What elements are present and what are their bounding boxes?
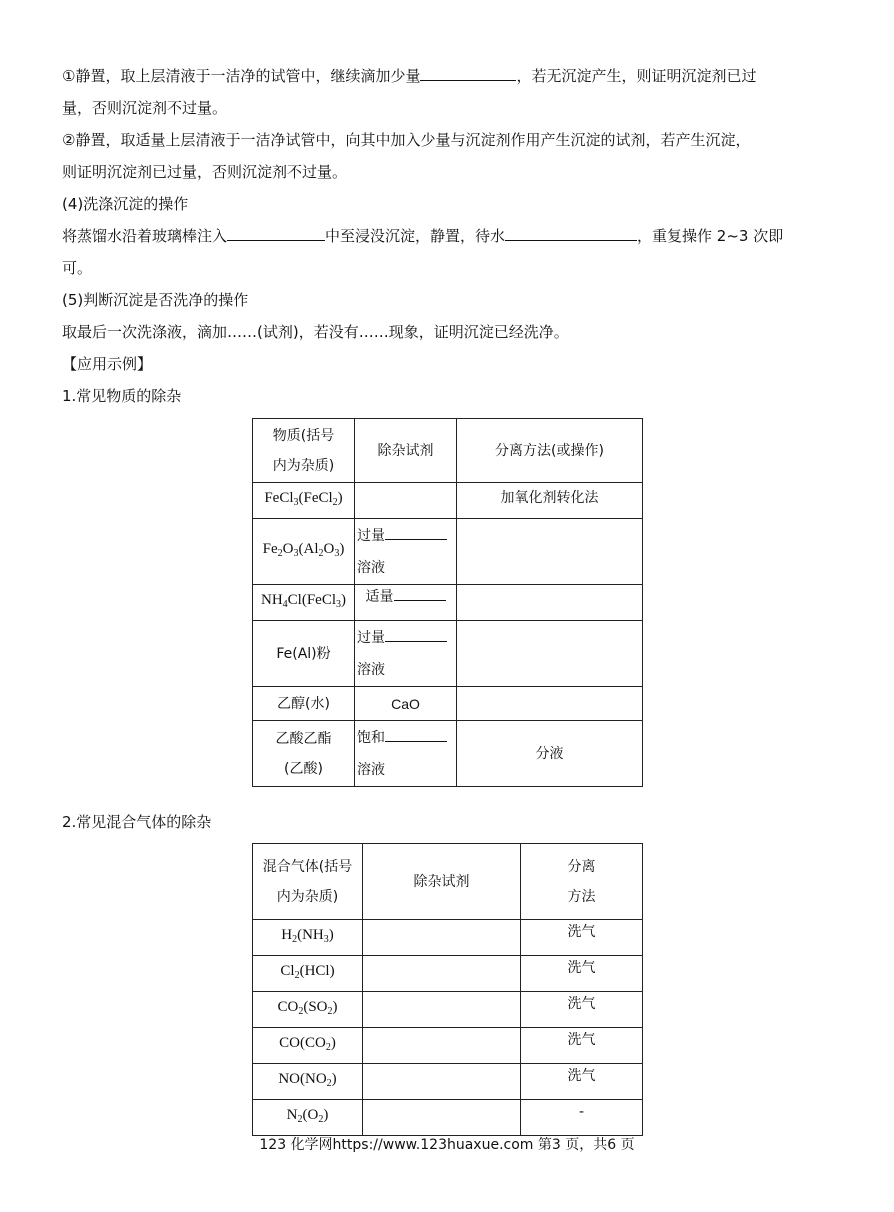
answer-blank[interactable] (505, 222, 637, 241)
answer-blank[interactable] (385, 727, 447, 742)
impurity-removal-table (252, 418, 643, 787)
table-row (253, 956, 643, 992)
header-method-line2: 方法 (567, 888, 596, 905)
gas-impurity-table (252, 843, 643, 1136)
reagent-cell (355, 721, 457, 787)
answer-blank[interactable] (385, 627, 447, 642)
header-method (521, 844, 643, 920)
substance-cell: Fe(Al)粉 (253, 621, 355, 687)
section1-title: 1.常见物质的除杂 (62, 387, 182, 405)
method-cell[interactable] (457, 621, 643, 687)
section-heading-judge: (5)判断沉淀是否洗净的操作 (62, 291, 249, 309)
table-row (253, 621, 643, 687)
method-cell[interactable] (457, 585, 643, 621)
wash-line2: 可。 (62, 259, 93, 277)
table-row (253, 920, 643, 956)
header-method-line1: 分离 (567, 858, 596, 875)
method-cell: 洗气 (521, 992, 643, 1028)
page-footer: 123 化学网https://www.123huaxue.com 第3 页，共6 页 (259, 1137, 635, 1153)
table-row (253, 721, 643, 787)
method-cell: 洗气 (521, 1028, 643, 1064)
reagent-suffix: 溶液 (357, 661, 385, 678)
table-row (253, 1028, 643, 1064)
header-substance-line2: 内为杂质) (272, 457, 335, 474)
gas-cell: $CO_2(SO_2)$ (253, 992, 363, 1028)
reagent-cell (355, 585, 457, 621)
reagent-cell (355, 621, 457, 687)
answer-blank[interactable] (227, 222, 325, 241)
wash-line1 (62, 220, 832, 252)
method-cell: 洗气 (521, 920, 643, 956)
header-gas-line2: 内为杂质) (276, 888, 339, 905)
answer-blank[interactable] (385, 525, 447, 540)
wash-text-post: ，重复操作 2~3 次即 (637, 227, 784, 245)
table-row (253, 992, 643, 1028)
example-heading: 【应用示例】 (62, 355, 153, 373)
substance-cell: $Fe_2O_3(Al_2O_3)$ (253, 519, 355, 585)
header-substance (253, 419, 355, 483)
header-substance-line1: 物质(括号 (272, 427, 335, 444)
header-reagent: 除杂试剂 (363, 844, 521, 920)
method-cell[interactable] (457, 519, 643, 585)
reagent-suffix: 溶液 (357, 559, 385, 576)
substance-line2: (乙酸) (284, 760, 323, 777)
gas-cell: $CO(CO_2)$ (253, 1028, 363, 1064)
method-cell[interactable] (457, 687, 643, 721)
reagent-cell (355, 519, 457, 585)
reagent-cell[interactable] (363, 920, 521, 956)
reagent-line1 (357, 622, 456, 654)
judge-text: 取最后一次洗涤液，滴加……(试剂)，若没有……现象，证明沉淀已经洗净。 (62, 323, 569, 341)
table-header-row (253, 844, 643, 920)
reagent-cell[interactable] (363, 956, 521, 992)
reagent-prefix: 饱和 (357, 729, 385, 746)
para1-line2: 量，否则沉淀剂不过量。 (62, 99, 228, 117)
para1-text-post: ，若无沉淀产生，则证明沉淀剂已过 (516, 67, 757, 85)
reagent-line1 (357, 520, 456, 552)
para2-line2: 则证明沉淀剂已过量，否则沉淀剂不过量。 (62, 163, 348, 181)
answer-blank[interactable] (420, 62, 516, 81)
substance-cell: $NH_4Cl(FeCl_3)$ (253, 585, 355, 621)
table-row (253, 1064, 643, 1100)
reagent-cell[interactable] (355, 483, 457, 519)
reagent-prefix: 过量 (357, 527, 385, 544)
method-cell: 洗气 (521, 956, 643, 992)
method-cell: - (521, 1100, 643, 1136)
reagent-prefix: 过量 (357, 629, 385, 646)
reagent-cell: CaO (355, 687, 457, 721)
table-row (253, 585, 643, 621)
section2-title: 2.常见混合气体的除杂 (62, 813, 212, 831)
header-method: 分离方法(或操作) (457, 419, 643, 483)
wash-text-mid: 中至浸没沉淀，静置，待水 (325, 227, 506, 245)
substance-cell (253, 721, 355, 787)
method-cell: 洗气 (521, 1064, 643, 1100)
reagent-cell[interactable] (363, 1064, 521, 1100)
gas-cell: $Cl_2(HCl)$ (253, 956, 363, 992)
table-header-row (253, 419, 643, 483)
reagent-cell[interactable] (363, 1100, 521, 1136)
reagent-cell[interactable] (363, 1028, 521, 1064)
para2-line1: ②静置，取适量上层清液于一洁净试管中，向其中加入少量与沉淀剂作用产生沉淀的试剂，若产生沉淀， (62, 131, 751, 149)
substance-cell: 乙醇(水) (253, 687, 355, 721)
section-heading-wash: (4)洗涤沉淀的操作 (62, 195, 189, 213)
reagent-cell[interactable] (363, 992, 521, 1028)
reagent-suffix: 溶液 (357, 761, 385, 778)
substance-cell: FeCl$_3$(FeCl$_2$) (253, 483, 355, 519)
table-row (253, 1100, 643, 1136)
answer-blank[interactable] (394, 586, 446, 601)
reagent-prefix: 适量 (365, 589, 394, 605)
wash-text-pre: 将蒸馏水沿着玻璃棒注入 (62, 227, 228, 245)
header-gas (253, 844, 363, 920)
substance-line1: 乙酸乙酯 (275, 730, 332, 747)
table-row (253, 483, 643, 519)
header-gas-line1: 混合气体(括号 (262, 858, 353, 875)
method-cell: 分液 (457, 721, 643, 787)
gas-cell: $NO(NO_2)$ (253, 1064, 363, 1100)
gas-cell: $H_2(NH_3)$ (253, 920, 363, 956)
reagent-line1 (357, 722, 456, 754)
table-row (253, 687, 643, 721)
table-row (253, 519, 643, 585)
gas-cell: $N_2(O_2)$ (253, 1100, 363, 1136)
para1-line1 (62, 60, 832, 92)
method-cell: 加氧化剂转化法 (457, 483, 643, 519)
para1-text-pre: ①静置，取上层清液于一洁净的试管中，继续滴加少量 (62, 67, 421, 85)
header-reagent: 除杂试剂 (355, 419, 457, 483)
